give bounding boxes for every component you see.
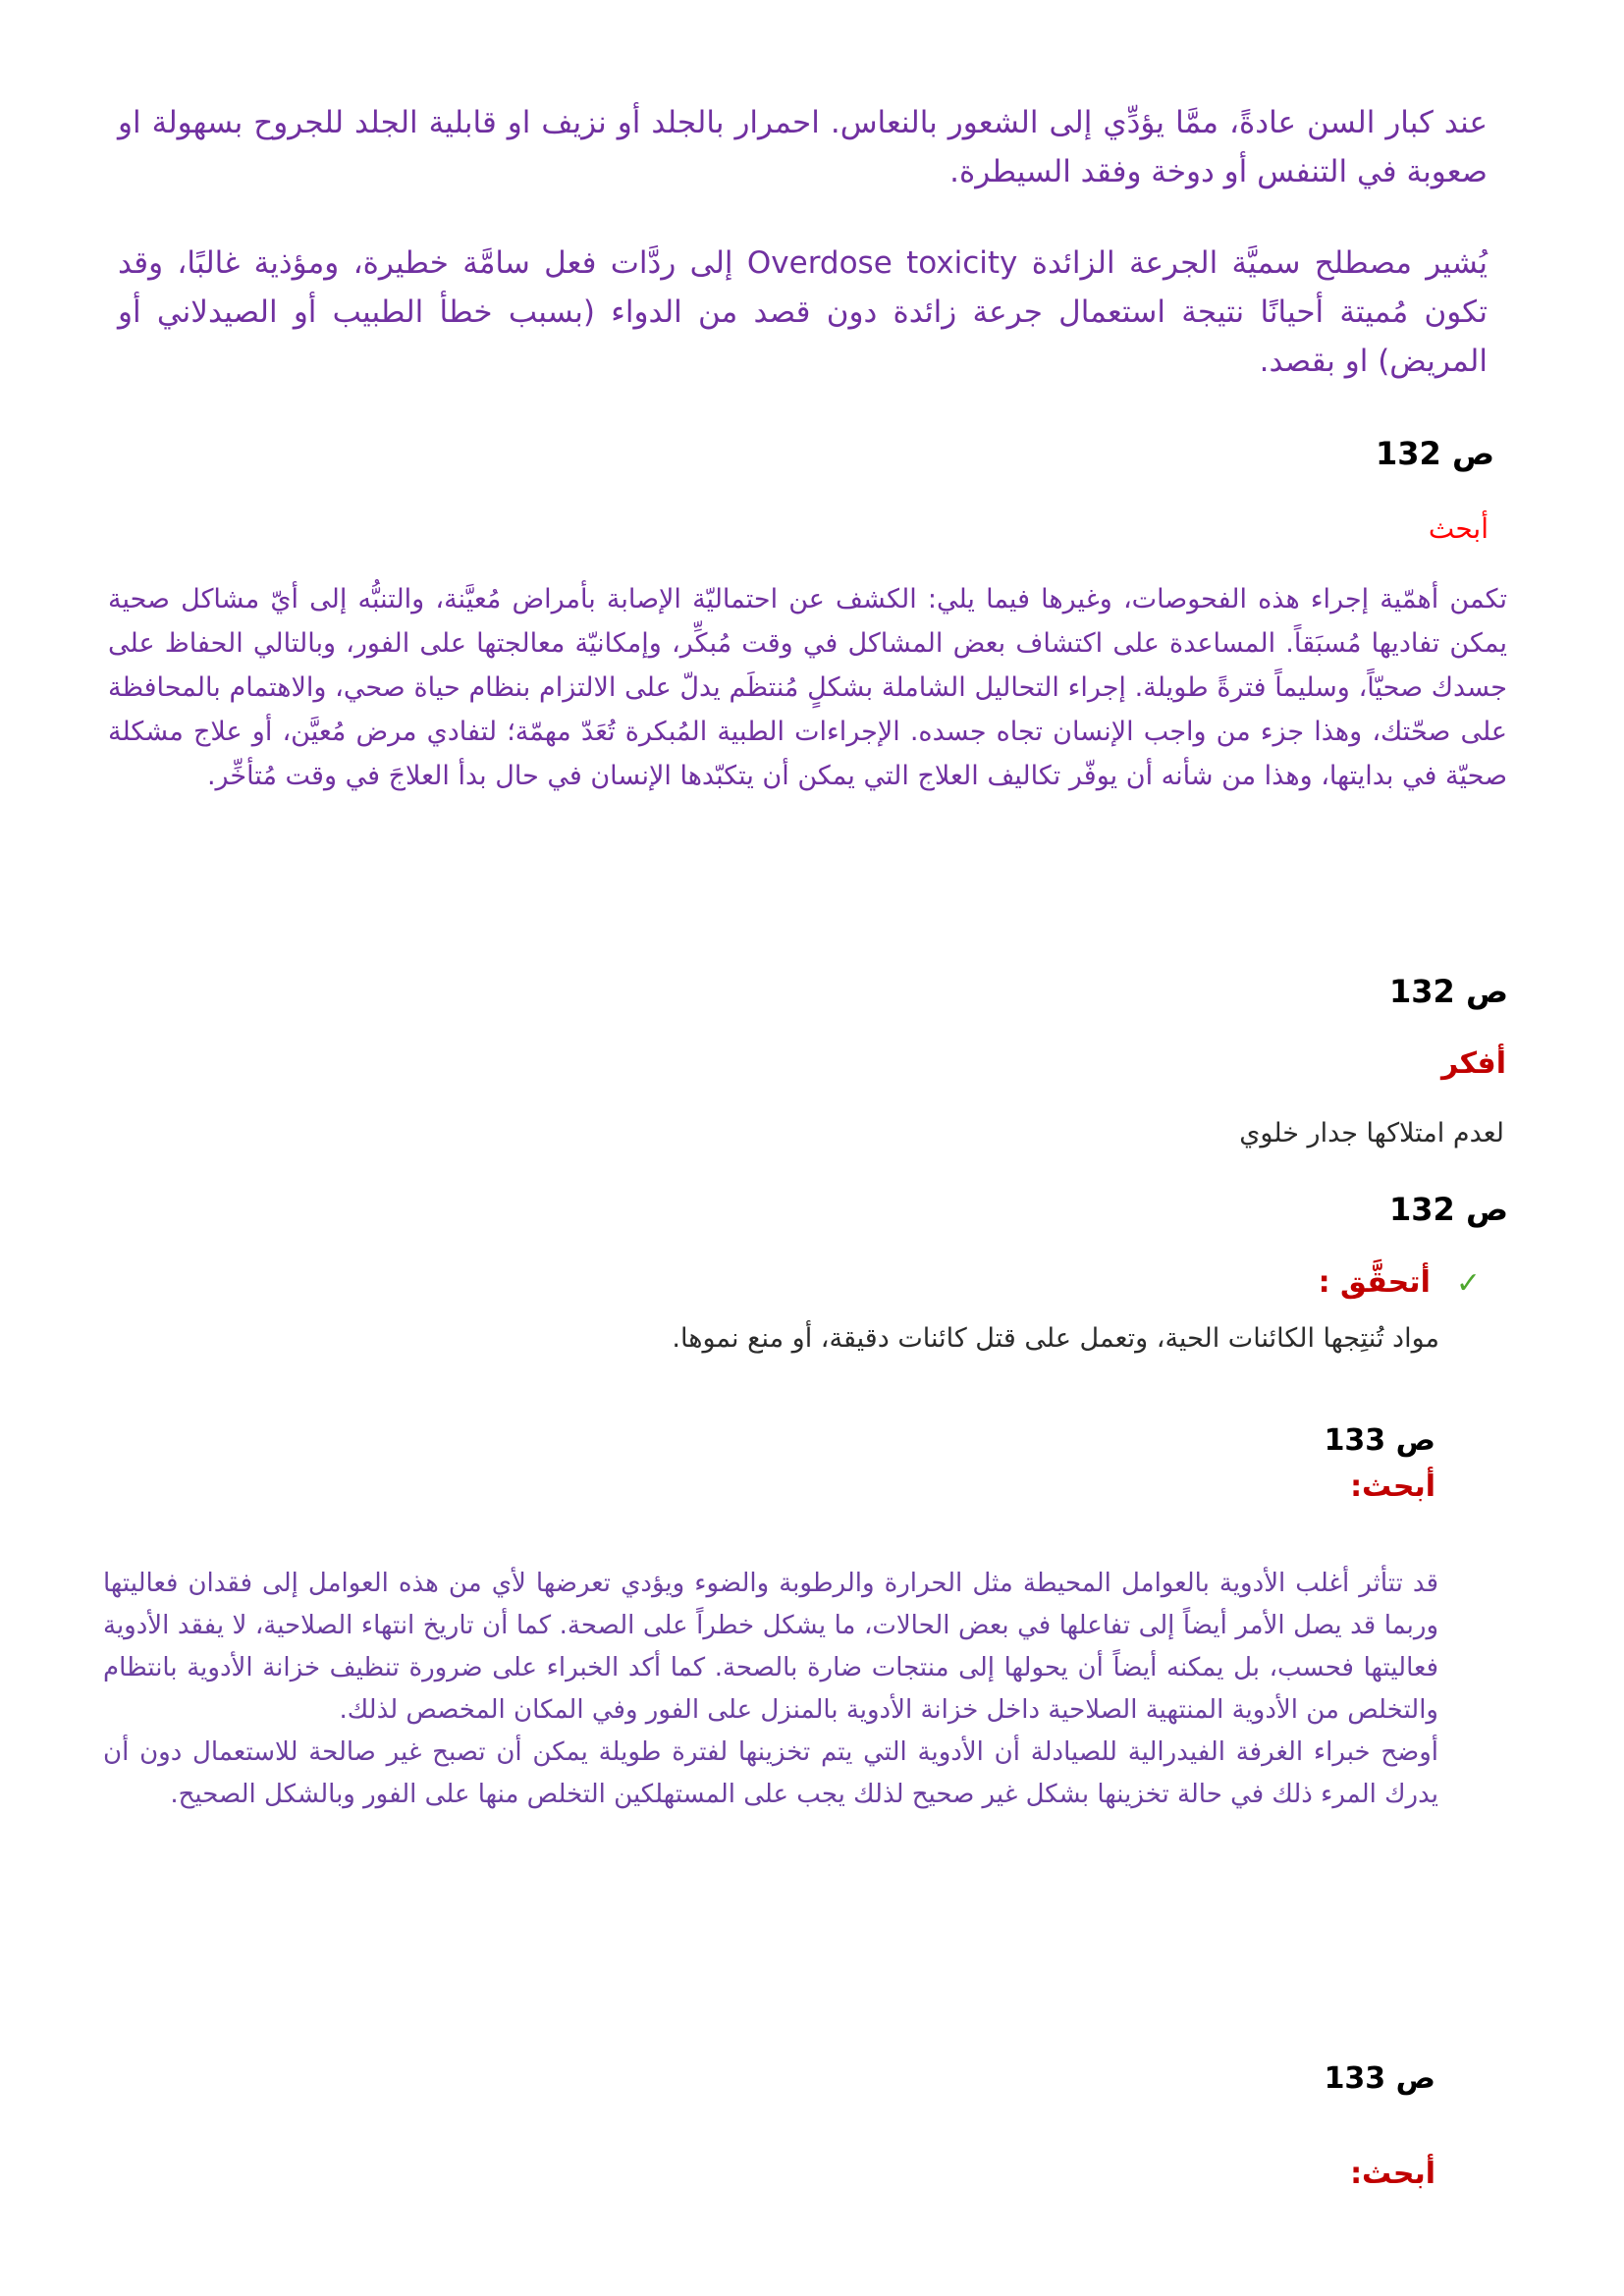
heading-research-133-b: أبحث: [1350, 2157, 1435, 2191]
research-133-text-2: أوضح خبراء الغرفة الفيدرالية للصيادلة أن الأدوية التي يتم تخزينها لفترة طويلة يمكن أن تصبح غير صالحة للاستعمال دون أن يدرك المرء ذلك في حالة تخزينها بشكل غير صحيح لذلك يجب على المستهلكين التخلص منها على الفور وبالشكل الصحيح. [103, 1737, 1438, 1809]
research-133-text-1: قد تتأثر أغلب الأدوية بالعوامل المحيطة مثل الحرارة والرطوبة والضوء ويؤدي تعرضها لأي من هذه العوامل إلى فقدان فعاليتها وربما قد يصل الأمر أيضاً إلى تفاعلها في بعض الحالات، ما يشكل خطراً على الصحة. كما أن تاريخ انتهاء الصلاحية، لا يفقد الأدوية فعاليتها فحسب، بل يمكنه أيضاً أن يحولها إلى منتجات ضارة بالصحة. كما أكد الخبراء على ضرورة تنظيف خزانة الأدوية بانتظام والتخلص من الأدوية المنتهية الصلاحية داخل خزانة الأدوية بالمنزل على الفور وفي المكان المخصص لذلك. [103, 1569, 1438, 1725]
side-effects-text: عند كبار السن عادةً، ممَّا يؤدِّي إلى الشعور بالنعاس. احمرار بالجلد أو نزيف او قابلية الجلد للجروح بسهولة او صعوبة في التنفس أو دوخة وفقد السيطرة. [118, 105, 1488, 189]
heading-check: أتحقَّق : [1318, 1265, 1431, 1300]
heading-research-133: أبحث: [1350, 1469, 1435, 1504]
side-effects-paragraph [118, 98, 1488, 196]
overdose-text: يُشير مصطلح سميَّة الجرعة الزائدة Overdose toxicity إلى ردَّات فعل سامَّة خطيرة، ومؤذية غالبًا، وقد تكون مُميتة أحيانًا نتيجة استعمال جرعة زائدة دون قصد من الدواء (بسبب خطأ الطبيب أو الصيدلاني أو المريض) او بقصد. [118, 245, 1489, 379]
check-answer: مواد تُنتِجها الكائنات الحية، وتعمل على قتل كائنات دقيقة، أو منع نموها. [672, 1323, 1439, 1354]
think-answer: لعدم امتلاكها جدار خلوي [1239, 1118, 1504, 1148]
checkmark-icon: ✓ [1455, 1265, 1481, 1301]
research-133-body [103, 1563, 1438, 1816]
page-ref-132-research: ص 132 [1376, 435, 1494, 472]
overdose-paragraph [118, 239, 1488, 386]
research-132-text: تكمن أهمّية إجراء هذه الفحوصات، وغيرها فيما يلي: الكشف عن احتماليّة الإصابة بأمراض مُعيَّنة، والتنبُّه إلى أيّ مشاكل صحية يمكن تفاديها مُسبَقاً. المساعدة على اكتشاف بعض المشاكل في وقت مُبكِّر، وإمكانيّة معالجتها على الفور، وبالتالي الحفاظ على جسدك صحيّاً، وسليماً فترةً طويلة. إجراء التحاليل الشاملة بشكلٍ مُنتظَم يدلّ على الالتزام بنظام حياة صحي، والاهتمام بالمحافظة على صحّتك، وهذا جزء من واجب الإنسان تجاه جسده. الإجراءات الطبية المُبكرة تُعَدّ مهمّة؛ لتفادي مرض مُعيَّن، أو علاج مشكلة صحيّة في بدايتها، وهذا من شأنه أن يوفّر تكاليف العلاج التي يمكن أن يتكبّدها الإنسان في حال بدأ العلاجَ في وقت مُتأخِّر. [108, 584, 1507, 791]
research-132-body [108, 577, 1507, 798]
check-heading-row [1319, 1264, 1481, 1302]
page-ref-132-think: ص 132 [1389, 973, 1508, 1010]
heading-think: أفكر [1440, 1046, 1506, 1081]
page-ref-132-check: ص 132 [1389, 1191, 1508, 1228]
page-ref-133-research-b: ص 133 [1324, 2061, 1435, 2096]
page-ref-133-research: ص 133 [1324, 1423, 1435, 1458]
heading-research: أبحث [1428, 512, 1489, 545]
